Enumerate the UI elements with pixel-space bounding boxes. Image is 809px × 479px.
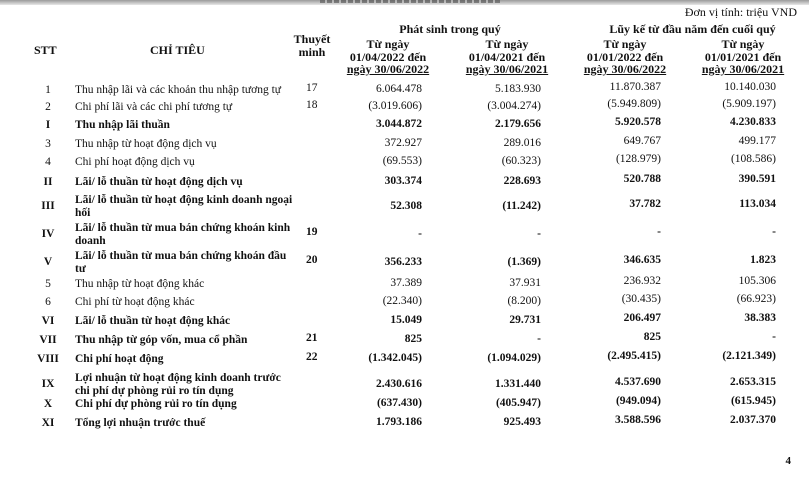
- header-group-ytd: Lũy kế từ đầu năm đến cuối quý: [609, 22, 776, 36]
- row-label: Chi phí dự phòng rủi ro tín dụng: [75, 398, 237, 410]
- row-value-col4: 390.591: [738, 173, 776, 185]
- page-number: 4: [785, 455, 791, 467]
- header-thuyet-minh-line1: Thuyết: [293, 32, 331, 46]
- row-label: Chi phí hoạt động: [75, 353, 164, 365]
- row-stt: 5: [45, 278, 51, 290]
- row-label: Thu nhập lãi và các khoản thu nhập tương tự: [75, 84, 282, 96]
- row-value-col1: (637.430): [376, 397, 422, 409]
- row-value-col1: (69.553): [382, 155, 422, 167]
- row-value-col3: 206.497: [623, 312, 661, 324]
- row-value-col4: (66.923): [736, 293, 776, 305]
- row-value-col3: 825: [643, 331, 661, 343]
- cut-off-period-title: [320, 0, 500, 3]
- column-header-2-line3: ngày 30/06/2021: [465, 62, 549, 76]
- column-header-3-line2: 01/01/2022 đến: [586, 49, 664, 64]
- row-value-col3: 37.782: [629, 198, 661, 210]
- row-value-col4: 4.230.833: [730, 116, 776, 128]
- row-label: Tổng lợi nhuận trước thuế: [75, 417, 206, 429]
- row-value-col4: 2.037.370: [730, 414, 776, 426]
- row-value-col1: -: [418, 228, 422, 240]
- row-stt: IV: [41, 228, 55, 240]
- row-value-col1: 37.389: [390, 277, 422, 289]
- row-stt: VIII: [37, 353, 59, 365]
- column-header-1: [338, 38, 438, 76]
- row-value-col4: 38.383: [744, 312, 776, 324]
- row-label: Lãi/ lỗ thuần từ hoạt động khác: [75, 315, 231, 327]
- row-stt: XI: [41, 417, 55, 429]
- row-value-col4: 499.177: [738, 135, 776, 147]
- row-value-col3: 5.920.578: [615, 116, 661, 128]
- column-header-3: [575, 38, 675, 76]
- row-stt: 4: [45, 156, 51, 168]
- row-value-col1: 356.233: [384, 256, 422, 268]
- row-value-col4: 2.653.315: [730, 376, 776, 388]
- column-header-4-line3: ngày 30/06/2021: [701, 62, 785, 76]
- column-header-2: [457, 38, 557, 76]
- row-value-col4: -: [772, 331, 776, 343]
- row-note: 17: [306, 82, 318, 94]
- row-value-col4: 113.034: [739, 198, 776, 210]
- header-thuyet-minh-line2: minh: [298, 45, 326, 59]
- unit-label: Đơn vị tính: triệu VND: [684, 5, 797, 19]
- column-header-1-line2: 01/04/2022 đến: [349, 49, 427, 64]
- row-note: 21: [306, 332, 318, 344]
- row-stt: I: [45, 119, 51, 131]
- row-stt: VI: [41, 315, 55, 327]
- row-stt: III: [41, 200, 55, 212]
- row-value-col1: 3.044.872: [376, 118, 422, 130]
- row-value-col3: -: [657, 226, 661, 238]
- row-stt: II: [43, 176, 53, 188]
- row-value-col3: 520.788: [623, 173, 661, 185]
- row-value-col2: (8.200): [507, 295, 541, 307]
- row-value-col1: 15.049: [390, 314, 422, 326]
- row-value-col2: 925.493: [503, 416, 541, 428]
- row-label: Thu nhập lãi thuần: [75, 119, 170, 131]
- column-header-4: [693, 38, 793, 76]
- row-value-col3: 649.767: [623, 135, 661, 147]
- row-value-col2: (405.947): [495, 397, 541, 409]
- row-value-col2: -: [537, 333, 541, 345]
- row-stt: 6: [45, 296, 51, 308]
- row-label: Lãi/ lỗ thuần từ mua bán chứng khoán kinh doanh: [75, 222, 291, 247]
- row-value-col2: (1.369): [507, 256, 541, 268]
- row-value-col3: (949.094): [615, 395, 661, 407]
- row-value-col2: -: [537, 228, 541, 240]
- row-value-col1: 1.793.186: [376, 416, 422, 428]
- row-value-col1: 303.374: [384, 175, 422, 187]
- column-header-2-line2: 01/04/2021 đến: [468, 49, 546, 64]
- row-note: 19: [306, 226, 318, 238]
- row-stt: VII: [39, 334, 57, 346]
- row-value-col3: 236.932: [623, 275, 661, 287]
- row-label: Lãi/ lỗ thuần từ hoạt động kinh doanh ngoại hối: [75, 194, 293, 219]
- row-note: 20: [306, 254, 318, 266]
- row-value-col1: (3.019.606): [368, 100, 422, 112]
- column-header-4-line1: Từ ngày: [721, 37, 765, 51]
- row-value-col2: 2.179.656: [495, 118, 541, 130]
- column-header-4-line2: 01/01/2021 đến: [704, 49, 782, 64]
- row-value-col4: 10.140.030: [724, 81, 776, 93]
- row-value-col3: (30.435): [621, 293, 661, 305]
- row-value-col2: (1.094.029): [487, 352, 541, 364]
- row-label: Chi phí hoạt động dịch vụ: [75, 156, 195, 168]
- row-value-col2: 228.693: [503, 175, 541, 187]
- header-thuyet-minh: [290, 33, 334, 59]
- row-label: Lãi/ lỗ thuần từ hoạt động dịch vụ: [75, 176, 243, 188]
- row-label: Thu nhập từ hoạt động khác: [75, 278, 205, 290]
- row-label: Thu nhập từ góp vốn, mua cổ phần: [75, 334, 248, 346]
- row-stt: 2: [45, 101, 51, 113]
- column-header-2-line1: Từ ngày: [485, 37, 529, 51]
- column-header-3-line3: ngày 30/06/2022: [583, 62, 667, 76]
- row-label: Chi phí lãi và các chi phí tương tự: [75, 101, 233, 113]
- row-value-col2: (3.004.274): [487, 100, 541, 112]
- row-value-col1: 372.927: [384, 137, 422, 149]
- row-stt: IX: [41, 378, 55, 390]
- header-stt: STT: [34, 43, 57, 57]
- row-value-col2: 5.183.930: [495, 83, 541, 95]
- row-value-col3: (5.949.809): [607, 98, 661, 110]
- row-value-col3: 4.537.690: [615, 376, 661, 388]
- row-value-col2: (11.242): [502, 200, 541, 212]
- row-value-col4: (108.586): [730, 153, 776, 165]
- row-stt: 1: [45, 84, 51, 96]
- row-value-col3: 3.588.596: [615, 414, 661, 426]
- row-value-col1: 52.308: [390, 200, 422, 212]
- row-label: Lãi/ lỗ thuần từ mua bán chứng khoán đầu tư: [75, 250, 287, 275]
- row-value-col2: 1.331.440: [495, 378, 541, 390]
- column-header-1-line3: ngày 30/06/2022: [346, 62, 430, 76]
- row-stt: V: [43, 256, 53, 268]
- row-value-col1: 2.430.616: [376, 378, 422, 390]
- header-group-quarter: Phát sinh trong quý: [399, 22, 501, 36]
- row-stt: 3: [45, 138, 51, 150]
- row-value-col1: 825: [404, 333, 422, 345]
- row-value-col1: (1.342.045): [368, 352, 422, 364]
- row-value-col4: (2.121.349): [722, 350, 776, 362]
- row-value-col3: 11.870.387: [609, 81, 661, 93]
- row-note: 22: [306, 351, 318, 363]
- column-header-1-line1: Từ ngày: [366, 37, 410, 51]
- row-value-col4: (5.909.197): [722, 98, 776, 110]
- row-value-col2: (60.323): [501, 155, 541, 167]
- row-label: Thu nhập từ hoạt động dịch vụ: [75, 138, 217, 150]
- row-value-col2: 29.731: [509, 314, 541, 326]
- row-value-col3: (2.495.415): [607, 350, 661, 362]
- row-value-col3: 346.635: [623, 254, 661, 266]
- row-value-col3: (128.979): [615, 153, 661, 165]
- row-value-col2: 37.931: [509, 277, 541, 289]
- column-header-3-line1: Từ ngày: [603, 37, 647, 51]
- row-value-col1: (22.340): [382, 295, 422, 307]
- row-value-col4: 105.306: [738, 275, 776, 287]
- header-chi-tieu: CHỈ TIÊU: [150, 43, 205, 57]
- row-value-col4: -: [772, 226, 776, 238]
- row-value-col1: 6.064.478: [376, 83, 422, 95]
- row-value-col4: 1.823: [750, 254, 776, 266]
- row-value-col2: 289.016: [503, 137, 541, 149]
- row-value-col4: (615.945): [730, 395, 776, 407]
- row-label: Lợi nhuận từ hoạt động kinh doanh trước chi phí dự phòng rủi ro tín dụng: [75, 372, 281, 397]
- row-note: 18: [306, 99, 318, 111]
- row-label: Chi phí từ hoạt động khác: [75, 296, 195, 308]
- row-stt: X: [43, 398, 53, 410]
